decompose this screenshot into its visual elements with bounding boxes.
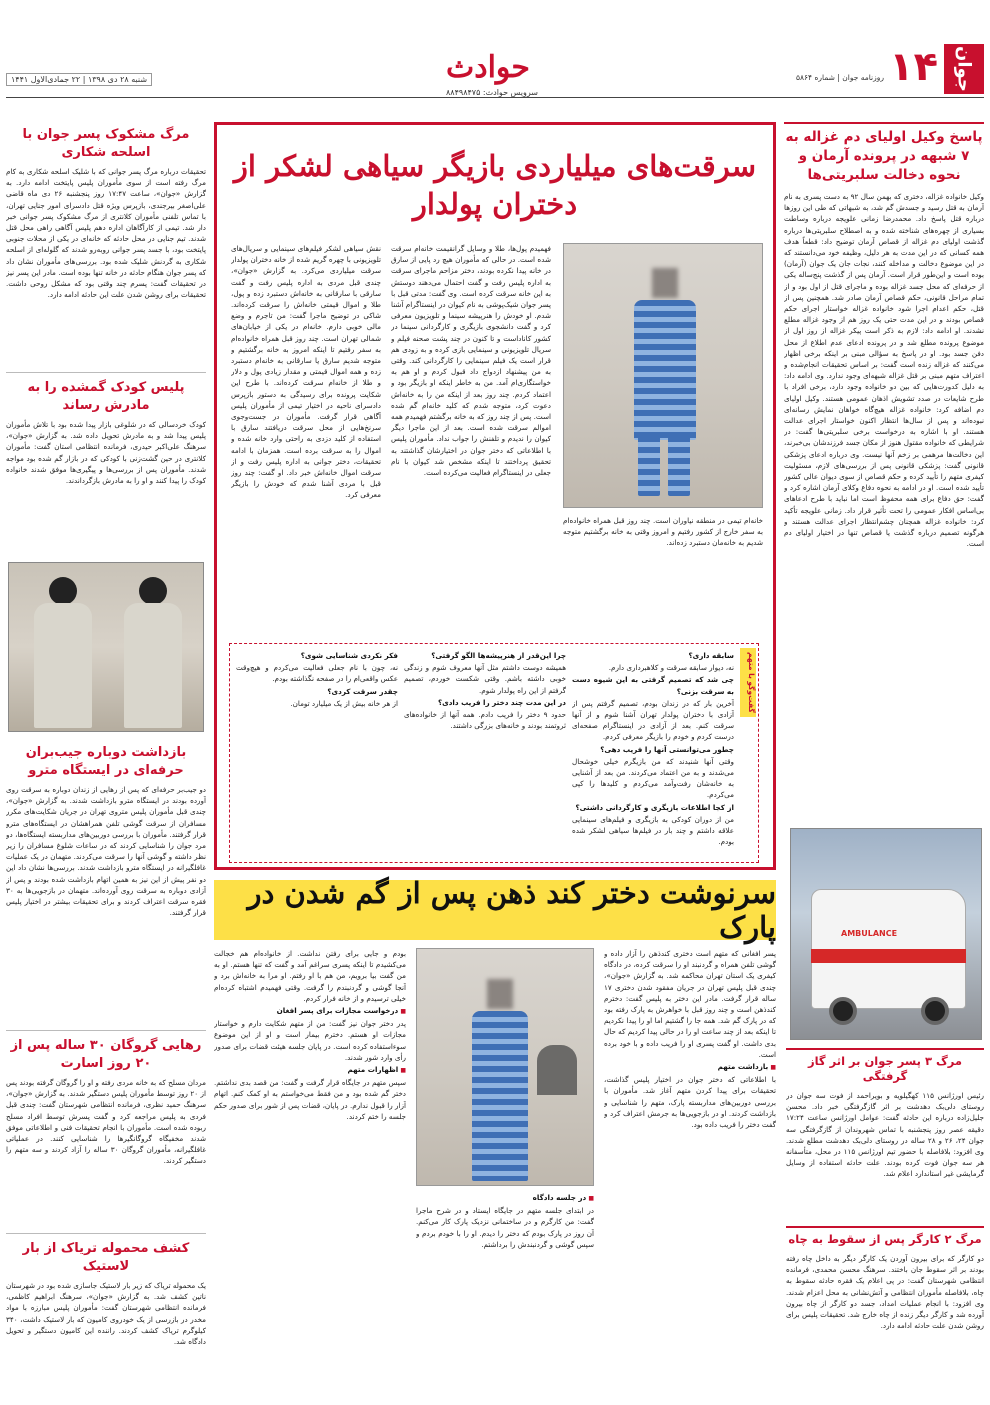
left-story-2-body: کودک خردسالی که در شلوغی بازار پیدا شده بود با تلاش مأموران پلیس پیدا شد و به مادرش تحویل داده شد. به گزارش «جوان»، سرهنگ علی‌اکبر حیدری، فرمانده انتظامی استان گفت: مأموران کلانتری در حین گشت‌زنی با کودکی که در بازار گم شده بود مواجه شدند. مأموران پس از بررسی‌ها و پیگیری‌ها موفق شدند خانواده کودک را پیدا کنند و او را به مادرش بازگرداندند. [6, 420, 206, 486]
second-story-headline-bar [214, 876, 776, 944]
right-column-body: وکیل خانواده غزاله، دختری که بهمن سال ۹۲ به دست پسری به نام آرمان به قتل رسید و جسدش گم شد، به شبهاتی که طی این روزها درباره قتل پاسخ داد. محمدرضا زمانی علویجه درباره وساطت بسیاری از چهره‌های شناخته شده و به اصطلاح سلبریتی‌ها درباره گذشت اولیای دم غزاله از قصاص آرمان توضیح داد: قطعاً هدف همه کسانی که در این مدت به هر دلیل، وظیفه خود می‌دانستند که در این موضوع دخالت و مداخله کنند، نجات جان یک جوان (آرمان) بوده است و این‌طور قرار است. آرمان پس از گذشت پنج‌ساله یکی از حرفه‌ای که محل جسد غزاله بوده و ماجرای قتل از اول بود و از تمام مراحل قانونی، حکم قصاص آرمان صادر شد. همچنین پس از قتل، حکم اعدام اجرا شود خانواده غزاله خواستار اجرای حکم قصاص بودند و در این مدت حتی یک روز هم از وجود غزاله مطلع نشدند. او ادامه داد: لازم به ذکر است پیکر غزاله از روز اول از موضوع پرونده مطلع شد و در پرونده ادعای عدم اطلاع از محل دفن جسد بود. او در پاسخ به سؤالی مبنی بر اینکه برخی اظهار می‌کنند که غزاله زنده است گفت: بر اساس تحقیقات انجام‌شده و اعتراف متهم مبنی بر قتل غزاله شبهه‌ای وجود ندارد. وی ادامه داد: به دلیل کدورت‌هایی که بین دو خانواده وجود دارد، برخی افراد با طرح شایعات در صدد تشویش اذهان عمومی هستند. وکیل اولیای دم اضافه کرد: خانواده غزاله هیچ‌گاه خواهان نمایش رسانه‌ای نبوده‌اند و پس از سال‌ها انتظار اکنون خواستار اجرای عدالت هستند. او با اشاره به درخواست برخی سلبریتی‌ها گفت: در شرایطی که خانواده مقتول هنوز از مکان جسد فرزندشان بی‌خبرند، این دخالت‌ها مرهمی بر زخم آنها نیست. وی درباره ادعای پزشکی قانونی گفت: پزشکی قانونی پس از بررسی‌های لازم، مسئولیت کیفری متهم را تأیید کرده و حکم قصاص از سوی دیوان عالی کشور تأیید شده است. او در ادامه به نحوه دفاع وکلای آرمان اشاره کرد و گفت: حق دفاع برای همه محفوظ است اما نباید با طرح ادعاهای بی‌اساس افکار عمومی را تحت تأثیر قرار داد. زمانی علویجه تأکید کرد: خانواده غزاله همچنان چشم‌انتظار اجرای عدالت هستند و هرگونه تصمیم درباره گذشت یا قصاص تنها در اختیار اولیای دم است. [784, 192, 984, 549]
interview-answer: آخرین بار که در زندان بودم، تصمیم گرفتم پس از آزادی با دختران پولدار تهران آشنا شوم و از آنها سرقت کنم. بعد از آزادی در اینستاگرام صفحه‌ای درست کردم و خودم را بازیگر معرفی کردم. [572, 698, 734, 742]
interview-answer: نه، دیوار سابقه سرقت و کلاهبرداری دارم. [608, 663, 734, 673]
interview-question: چرا این‌قدر از هنرپیشه‌ها الگو گرفتی؟ [431, 651, 566, 660]
story2-paragraph: پدر دختر جوان نیز گفت: من از متهم شکایت دارم و خواستار مجازات او هستم. دخترم بیمار است و او از این موضوع سوءاستفاده کرده است. در پایان جلسه هیئت قضات برای صدور رأی وارد شور شدند. [214, 1019, 406, 1062]
interview-answer: همیشه دوست داشتم مثل آنها معروف شوم و زندگی خوبی داشته باشم. وقتی شکست خوردم، تصمیم گرفتم از این راه پولدار شوم. [404, 663, 566, 695]
ambulance-photo [790, 828, 982, 1040]
section-phone: سرویس حوادث: ۸۸۴۹۸۴۷۵ [446, 88, 538, 97]
suspect-head [49, 577, 77, 605]
story1-column-b: فهمیدم پول‌ها، طلا و وسایل گرانقیمت خانه‌ام سرقت شده است. در حالی که مأموران هیچ رد پایی از سارق در خانه پیدا نکرده بودند، دختر مزاحم ماجرای سرقت به اداره پلیس رفت و گفت احتمال می‌دهند دوستش به این خانه سرقت کرده است. وی گفت: مدتی قبل با پسر جوان شیک‌پوشی به نام کیوان در اینستاگرام آشنا شدم. او خودش را هنرپیشه سینما و تلویزیون معرفی کرد و گفت دانشجوی بازیگری و کارگردانی سینما در کشور کاناداست و تا کنون در چند پشت صحنه فیلم و سریال تلویزیونی و سینمایی بازی کرده و به زودی هم قرار است یک فیلم سینمایی را کارگردانی کند. وقتی به من پیشنهاد ازدواج داد قبول کردم و او هم به خواستگاری‌ام آمد. من به خاطر اینکه او بازیگر بود و اعتماد کردم. چند روز بعد از اینکه من را به خانه‌اش دعوت کرد، متوجه شدم که کلید خانه‌ام گم شده است. پس از چند روز که به خانه برگشتم فهمیدم همه اموالم سرقت شده است. بعد از این ماجرا دیگر کیوان را ندیدم و تلفنش را جواب نداد. مأموران پلیس با اطلاعاتی که دختر جوان در اختیارشان گذاشتند به تحقیق پرداختند تا اینکه مشخص شد کیوان با نام جعلی در اینستاگرام فعالیت می‌کرده است. [391, 244, 551, 478]
interview-question: چی شد که تصمیم گرفتی به این شیوه دست به سرقت بزنی؟ [572, 675, 734, 696]
interview-answer: نه، چون با نام جعلی فعالیت می‌کردم و هیچ‌وقت عکس واقعی‌ام را در صفحه نگذاشته بودم. [236, 663, 398, 684]
prisoner-photo [563, 243, 763, 508]
story2-subhead: ■ بازداشت متهم [604, 1061, 776, 1073]
story1-column-a: نقش سیاهی لشکر فیلم‌های سینمایی و سریال‌های تلویزیونی با چهره گریم شده از خانه دختران پولدار سرقت میلیاردی می‌کرد. به گزارش «جوان»، چندی قبل مردی به اداره پلیس رفت و گفت سارقی با سارقانی به خانه‌اش دستبرد زده و پول، طلا و اموال قیمتی خانه‌اش را سرقت کرده‌اند. شاکی در توضیح ماجرا گفت: من تاجرم و وضع مالی خوبی دارم. خانه‌ام در یکی از خیابان‌های شمالی تهران است. چند روز قبل همراه خانواده‌ام به سفر رفتیم تا اینکه امروز به خانه برگشتیم و متوجه شدیم سارق یا سارقانی به خانه‌ام دستبرد زده و همه اموال قیمتی و مقدار زیادی پول و دلار و طلا از خانه‌ام سرقت کرده‌اند. با طرح این شکایت پرونده برای رسیدگی به دستور بازپرس دادسرای ناحیه در اختیار تیمی از مأموران پلیس آگاهی قرار گرفت. مأموران در جست‌وجوی سرنخ‌هایی از محل سرقت دریافتند سارق با استفاده از کلید دزدی به راحتی وارد خانه شده و اموال را به سرقت برده است. همزمان با ادامه تحقیقات، دختر جوانی به اداره پلیس رفت و از سرقت اموال خانه‌اش خبر داد. او گفت: چند روز قبل با مردی آشنا شدم که خودش را بازیگر معرفی کرد. [231, 244, 381, 500]
left-story-3-headline: بازداشت دوباره جیب‌بران حرفه‌ای در ایستگاه مترو [25, 745, 187, 778]
ambulance-wheel [829, 997, 857, 1025]
story-gas-headline: مرگ ۳ پسر جوان بر اثر گاز گرفتگی [786, 1048, 984, 1084]
interview-question: فکر نکردی شناسایی شوی؟ [300, 651, 398, 660]
left-story-1-headline: مرگ مشکوک پسر جوان با اسلحه شکاری [22, 127, 190, 160]
interview-tag: گفت‌وگو با متهم [740, 648, 756, 717]
story2-paragraph: با اطلاعاتی که دختر جوان در اختیار پلیس گذاشت، تحقیقات برای پیدا کردن متهم آغاز شد. مأموران با بررسی دوربین‌های مداربسته پارک، متهم را شناسایی و بازداشت کردند. او در بازجویی‌ها به جرمش اعتراف کرد و گفت دختر را فریب داده بود. [604, 1075, 776, 1130]
background-person [537, 1045, 577, 1095]
left-story-4-body: مردان مسلح که به خانه مردی رفته و او را گروگان گرفته بودند پس از ۲۰ روز توسط مأموران پلیس دستگیر شدند. به گزارش «جوان»، سرهنگ حمید نظری، فرمانده انتظامی شهرستان گفت: چندی قبل فردی به پلیس مراجعه کرد و گفت پسرش توسط افراد مسلح ربوده شده است. مأموران با انجام تحقیقات فنی و اطلاعاتی موفق شدند مخفیگاه گروگانگیرها را شناسایی کنند. در عملیاتی غافلگیرانه، مأموران گروگان ۳۰ ساله را آزاد کردند و سه متهم را دستگیر کردند. [6, 1078, 206, 1166]
second-story-headline: سرنوشت دختر کند ذهن پس از گم شدن در پارک [247, 876, 776, 944]
divider [6, 1030, 206, 1031]
story2-column-3 [214, 948, 406, 1398]
left-story-2-headline: پلیس کودک گمشده را به مادرش رساند [27, 380, 185, 413]
prisoner-uniform [472, 1011, 528, 1181]
story2-subhead: ■ در جلسه دادگاه [416, 1192, 594, 1204]
divider [6, 1233, 206, 1234]
suspects-photo [8, 562, 204, 732]
interview-column-1 [572, 650, 734, 858]
story2-column-1 [604, 948, 776, 1398]
main-story-box [214, 122, 776, 870]
left-story-5-body: یک محموله تریاک که زیر بار لاستیک جاسازی شده بود در شهرستان ناتین کشف شد. به گزارش «جوان»، سرهنگ ابراهیم کاظمی، فرمانده انتظامی شهرستان گفت: مأموران پلیس مبارزه با مواد مخدر در بازرسی از یک خودروی کامیون که بار لاستیک داشت، ۳۴۰ کیلوگرم تریاک کشف کردند. راننده این کامیون دستگیر و تحویل دادگاه شد. [6, 1281, 206, 1347]
prisoner-uniform [634, 300, 696, 440]
interview-question: در این مدت چند دختر را فریب دادی؟ [437, 697, 566, 707]
story2-paragraph: بودم و جایی برای رفتن نداشت. از خانواده‌ام هم خجالت می‌کشیدم تا اینکه پسری سراغم آمد و گفت که تنها هستم. او به من گفت بیا برویم، من هم با او رفتم. او مرا به خانه‌اش برد و آنجا گوشی و گردنبندم را گرفت. وقتی فهمیدم اشتباه کرده‌ام خیلی ترسیدم و از خانه فرار کردم. [214, 949, 406, 1003]
prisoner-leg [668, 436, 690, 496]
issue-date: شنبه ۲۸ دی ۱۳۹۸ | ۲۲ جمادی‌الاول ۱۴۴۱ [6, 73, 152, 86]
left-column-lower [6, 740, 206, 1380]
divider [6, 372, 206, 373]
ambulance-label: AMBULANCE [841, 929, 898, 938]
left-story-4-headline: رهایی گروگان ۳۰ ساله پس از ۲۰ روز اسارت [10, 1038, 202, 1071]
story2-column-2 [416, 1192, 594, 1398]
interview-question: چطور می‌توانستی آنها را فریب دهی؟ [600, 744, 734, 754]
interview-answer: من از دوران کودکی به بازیگری و فیلم‌های سینمایی علاقه داشتم و چند بار در فیلم‌ها سیاهی لشکر شده بودم. [572, 814, 734, 847]
interview-question: از کجا اطلاعات بازیگری و کارگردانی داشتی؟ [575, 802, 734, 812]
newspaper-logo: جوان [944, 44, 984, 94]
main-story-headline: سرقت‌های میلیاردی بازیگر سیاهی لشکر از دختران پولدار [233, 149, 757, 221]
interview-answer: وقتی آنها شنیدند که من بازیگرم خیلی خوشحال می‌شدند و به من اعتماد می‌کردند. من بعد از آشنایی به خانه‌شان رفت‌وآمد می‌کردم و کلیدها را کپی می‌کردم. [572, 756, 734, 800]
page-number: ۱۴ [889, 44, 938, 90]
interview-column-2 [404, 650, 566, 858]
paper-info: روزنامه جوان | شماره ۵۸۶۴ [795, 73, 884, 82]
left-story-1-body: تحقیقات درباره مرگ پسر جوانی که با شلیک اسلحه شکاری به کام مرگ رفته است از سوی مأموران پلیس پایتخت ادامه دارد. به گزارش «جوان»، ساعت ۱۷:۴۷ روز پنجشنبه ۲۶ دی ماه قاضی علی‌اصغر بیرجندی، بازپرس ویژه قتل دادسرای امور جنایی تهران، با تماس تلفنی مأموران کلانتری از مرگ مشکوک پسر جوانی خبر دار شد. تیمی از کارآگاهان اداره دهم پلیس آگاهی راهی محل قتل شدند. تیم جنایی در محل حادثه که خانه‌ای در یکی از محلات جنوبی پایتخت بود، با جسد پسر جوانی روبه‌رو شدند که گلوله‌ای از اسلحه شکاری به گردنش شلیک شده بود. بررسی‌های مأموران نشان داد که پسر جوان هنگام حادثه در خانه تنها بوده است. مادر این پسر نیز در تحقیقات گفت: پسرم چند وقتی بود که مشکل روحی داشت. تحقیقات برای روشن شدن علت این حادثه ادامه دارد. [6, 167, 206, 300]
story-well-headline: مرگ ۲ کارگر پس از سقوط به چاه [786, 1226, 984, 1247]
suspect-figure [34, 603, 92, 728]
interview-column-3 [236, 650, 398, 858]
suspect-figure [124, 603, 182, 728]
blurred-face [652, 268, 678, 298]
story-gas-body: رئیس اورژانس ۱۱۵ کهگیلویه و بویراحمد از فوت سه جوان در روستای دلی‌بک دهدشت بر اثر گازگرفتگی خبر داد. محسن جلیل‌زاده درباره این حادثه گفت: عوامل اورژانس ساعت ۱۷:۲۴ دقیقه عصر روز پنجشنبه با تماس شهروندان از گازگرفتگی سه جوان ۲۴، ۲۶ و ۲۸ ساله در روستای دلی‌بک دهدشت مطلع شدند. وی افزود: بلافاصله با حضور تیم اورژانس ۱۱۵ در محل، متأسفانه هر سه جوان فوت کرده بودند. علت حادثه استفاده از وسایل گرمایشی غیر استاندارد اعلام شد. [786, 1091, 984, 1179]
story2-paragraph: پسر افغانی که متهم است دختری کندذهن را آزار داده و گوشی تلفن همراه و گردنبند او را سرقت کرده، در دادگاه کیفری یک استان تهران محاکمه شد. به گزارش «جوان»، چندی قبل پلیس تهران در جریان مفقود شدن دختری ۱۷ ساله قرار گرفت. مادر این دختر به پلیس گفت: دخترم کندذهن است و چند روز قبل با خواهرش به پارک رفته بود که در پارک گم شد. همه جا را گشتیم اما او را پیدا نکردیم تا اینکه بعد از چند ساعت او را در حالی پیدا کردیم که حال بدی داشت. او گفت پسری او را فریب داده و با خود برده است. [604, 949, 776, 1059]
right-column-headline: پاسخ وکیل اولیای دم غزاله به ۷ شبهه در پرونده آرمان و نحوه دخالت سلبریتی‌ها [784, 122, 984, 185]
masthead [6, 40, 984, 98]
interview-box [229, 643, 759, 863]
photo-caption: خانه‌ام تیمی در منطقه نیاوران است. چند روز قبل همراه خانواده‌ام به سفر خارج از کشور رفتیم و امروز وقتی به خانه برگشتیم متوجه شدیم به خانه‌مان دستبرد زده‌اند. [563, 516, 763, 548]
story2-subhead: ■ درخواست مجازات برای پسر افغان [214, 1005, 406, 1017]
ambulance-stripe [811, 949, 966, 963]
story2-paragraph: در ابتدای جلسه متهم در جایگاه ایستاد و در شرح ماجرا گفت: من کارگرم و در ساختمانی نزدیک پارک کار می‌کنم. آن روز در پارک بودم که دختر را دیدم. او را با خودم بردم و سپس گوشی و گردنبندش را برداشتم. [416, 1206, 594, 1249]
ambulance-wheel [921, 997, 949, 1025]
story2-paragraph: سپس متهم در جایگاه قرار گرفت و گفت: من قصد بدی نداشتم. دختر گم شده بود و من فقط می‌خواستم به او کمک کنم. اتهام آزار را قبول ندارم. در پایان، قضات پس از شور برای صدور حکم جلسه را ختم کردند. [214, 1078, 406, 1121]
prisoner-leg [638, 436, 660, 496]
second-story [214, 876, 776, 1405]
interview-answer: حدود ۹ دختر را فریب دادم. همه آنها از خانواده‌های ثروتمند بودند و خانه‌های بزرگی داشتند. [404, 710, 566, 731]
interview-question: چقدر سرقت کردی؟ [327, 686, 398, 696]
story-well-body: دو کارگر که برای بیرون آوردن یک کارگر دیگر به داخل چاه رفته بودند بر اثر سقوط جان باختند. سرهنگ محسن محمدی، فرمانده انتظامی شهرستان گفت: در پی اعلام یک فقره حادثه سقوط به چاه، بلافاصله مأموران انتظامی و آتش‌نشانی به محل اعزام شدند. وی افزود: با انجام عملیات امداد، جسد دو کارگر از چاه بیرون آورده شد و کارگر دیگر زنده از چاه خارج شد. تحقیقات پلیس برای روشن شدن علت حادثه ادامه دارد. [786, 1254, 984, 1331]
story2-subhead: ■ اظهارات متهم [214, 1064, 406, 1076]
left-story-5-headline: کشف محموله تریاک از بار لاستیک [22, 1241, 190, 1274]
court-photo [416, 948, 594, 1186]
right-bottom-stories [786, 1048, 984, 1379]
left-story-3-body: دو جیب‌بر حرفه‌ای که پس از رهایی از زندان دوباره به سرقت روی آورده بودند در ایستگاه مترو بازداشت شدند. به گزارش «جوان»، چندی قبل مأموران پلیس متروی تهران در جریان شکایت‌های مکرر مسافران از سرقت گوشی تلفن همراهشان در ایستگاه‌های مترو قرار گرفتند. مأموران با بررسی دوربین‌های مداربسته ایستگاه‌ها، دو مرد جوان را شناسایی کردند که در ساعات شلوغ مسافران را زیر نظر داشته و گوشی آنها را سرقت می‌کردند. متهمان در یک عملیات غافلگیرانه در ایستگاه مترو بازداشت شدند. بررسی‌ها نشان داد این دو نفر پیش از این نیز به همین اتهام بازداشت شده بودند و پس از آزادی دوباره به سرقت روی آورده‌اند. متهمان در بازجویی‌ها به ۳۰ فقره سرقت اعتراف کردند و برای تحقیقات بیشتر در اختیار پلیس قرار گرفتند. [6, 785, 206, 918]
interview-question: سابقه داری؟ [688, 651, 734, 660]
suspect-head [139, 577, 167, 605]
section-title: حوادث [446, 50, 530, 85]
blurred-face [487, 979, 513, 1009]
interview-answer: از هر خانه بیش از یک میلیارد تومان. [290, 698, 398, 708]
